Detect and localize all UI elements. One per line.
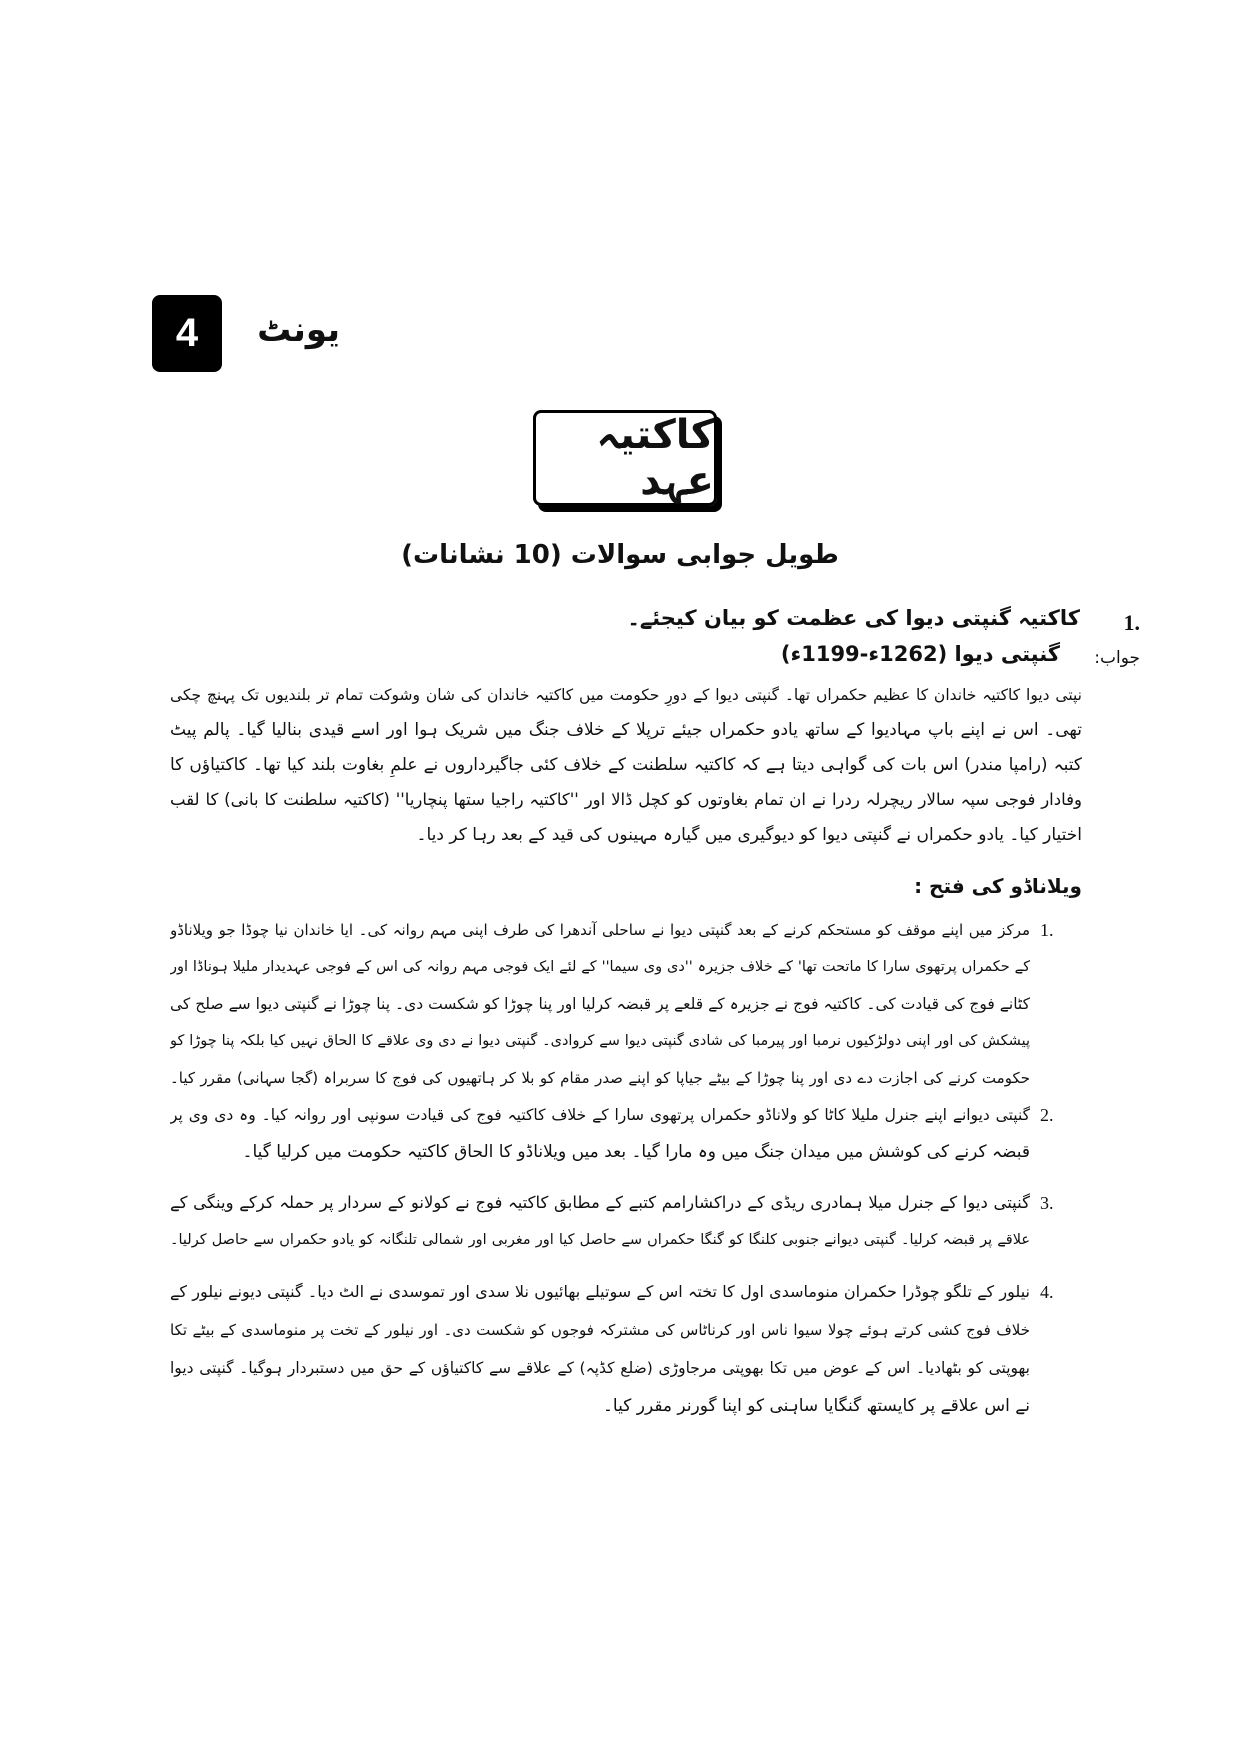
unit-number: 4: [175, 311, 199, 355]
list-line: کے حکمراں پرتھوی سارا کا ماتحت تھا' کے خلاف جزیرہ ''دی وی سیما'' کے لئے ایک فوجی مہم روانہ کی اس کے فوجی عہدیدار ملیلا ہوناڈا اور: [170, 959, 1030, 975]
unit-label: یونٹ: [257, 310, 340, 350]
paragraph-line: اختیار کیا۔ یادو حکمراں نے گنپتی دیوا کو دیوگیری میں گیارہ مہینوں کی قید کے بعد رہا کر دیا۔: [416, 825, 1082, 845]
sub-heading: ویلاناڈو کی فتح :: [914, 874, 1082, 898]
list-line: نے اس علاقے پر کایستھ گنگایا ساہنی کو اپنا گورنر مقرر کیا۔: [602, 1396, 1030, 1416]
section-title: طویل جوابی سوالات (10 نشانات): [401, 540, 839, 570]
list-line: پیشکش کی اور اپنی دولڑکیوں نرمبا اور پیرمبا کی شادی گنپتی دیوا سے کروادی۔ گنپتی دیوا نے دی وی علاقے کا الحاق نہیں کیا بلکہ پنا چوڑا کو: [170, 1033, 1030, 1049]
paragraph-line: کتبہ (رامپا مندر) اس بات کی گواہی دیتا ہے کہ کاکتیہ سلطنت کے خلاف کئی جاگیرداروں نے علمِ بغاوت بلند کیا تھا۔ کاکتیاؤں کا: [170, 755, 1082, 775]
list-line: خلاف فوج کشی کرتے ہوئے چولا سیوا ناس اور کرناٹاس کی مشترکہ فوجوں کو شکست دی۔ اور نیلور کے تخت پر منوماسدی کے بیٹے تکا: [170, 1321, 1030, 1339]
list-number: 3.: [1040, 1193, 1054, 1213]
list-line: حکومت کرنے کی اجازت دے دی اور پنا چوڑا کے بیٹے جیاپا کو اپنے صدر مقام کو بلا کر ہاتھیوں کی فوج کا سربراہ (گجا سہانی) مقرر کیا۔: [170, 1069, 1030, 1087]
list-line: قبضہ کرنے کی کوشش میں میدان جنگ میں وہ مارا گیا۔ بعد میں ویلاناڈو کا الحاق کاکتیہ حکومت میں کرلیا گیا۔: [242, 1142, 1030, 1162]
answer-title: گنپتی دیوا (1262ء-1199ء): [780, 642, 1060, 666]
list-number: 2.: [1040, 1105, 1054, 1125]
chapter-title: کاکتیہ عہد: [596, 412, 714, 504]
list-line: بھوپتی کو بٹھادیا۔ اس کے عوض میں تکا بھوپتی مرجاوڑی (ضلع کڈپہ) کے علاقے سے کاکتیاؤں کے حق میں دستبردار ہوگیا۔ گنپتی دیوا: [170, 1359, 1030, 1377]
list-line: مرکز میں اپنے موقف کو مستحکم کرنے کے بعد گنپتی دیوا نے ساحلی آندھرا کی طرف اپنی مہم روانہ کی۔ ایا خاندان نیا چوڈا جو ویلاناڈو: [170, 921, 1030, 939]
list-number: 4.: [1040, 1282, 1054, 1302]
list-line: گنپتی دیوانے اپنے جنرل ملیلا کاٹا کو ولاناڈو حکمراں پرتھوی سارا کے خلاف کاکتیہ فوج کی قیادت سونپی اور روانہ کیا۔ وہ دی وی پر: [170, 1106, 1030, 1124]
answer-label: جواب:: [1094, 648, 1140, 668]
list-line: علاقے پر قبضہ کرلیا۔ گنپتی دیوانے جنوبی کلنگا کو گنگا حکمراں سے حاصل کیا اور مغربی اور شمالی تلنگانہ کو یادو حکمراں سے حاصل کرلیا۔: [170, 1232, 1030, 1248]
paragraph-line: تھی۔ اس نے اپنے باپ مہادیوا کے ساتھ یادو حکمراں جیئے ترپلا کے خلاف جنگ میں شریک ہوا اور اسے قیدی بنالیا گیا۔ پالم پیٹ: [170, 720, 1082, 740]
list-line: گنپتی دیوا کے جنرل میلا ہمادری ریڈی کے دراکشارامم کتبے کے مطابق کاکتیہ فوج نے کولانو کے سردار پر حملہ کرکے وینگی کے: [170, 1193, 1030, 1212]
unit-number-badge: [152, 295, 222, 372]
question-text: کاکتیہ گنپتی دیوا کی عظمت کو بیان کیجئے۔: [627, 606, 1080, 630]
list-line: نیلور کے تلگو چوڈرا حکمران منوماسدی اول کا تختہ اس کے سوتیلے بھائیوں نلا سدی اور تموسدی نے الٹ دیا۔ گنپتی دیونے نیلور کے: [170, 1282, 1030, 1301]
list-line: کٹانے فوج کی قیادت کی۔ کاکتیہ فوج نے جزیرہ کے قلعے پر قبضہ کرلیا اور پنا چوڑا کو شکست دی۔ پنا چوڑا نے گنپتی دیوا سے صلح کی: [170, 995, 1030, 1013]
paragraph-line: وفادار فوجی سپہ سالار ریچرلہ ردرا نے ان تمام بغاوتوں کو کچل ڈالا اور ''کاکتیہ راجیا ستھا پنچاریا'' (کاکتیہ سلطنت کا بانی) کا لقب: [170, 790, 1082, 809]
chapter-title-box: [533, 410, 717, 506]
list-number: 1.: [1040, 920, 1054, 940]
question-number: 1.: [1123, 610, 1140, 635]
paragraph-line: نپتی دیوا کاکتیہ خاندان کا عظیم حکمراں تھا۔ گنپتی دیوا کے دورِ حکومت میں کاکتیہ خاندان کی شان وشوکت تمام تر بلندیوں تک پہنچ چکی: [170, 686, 1082, 704]
